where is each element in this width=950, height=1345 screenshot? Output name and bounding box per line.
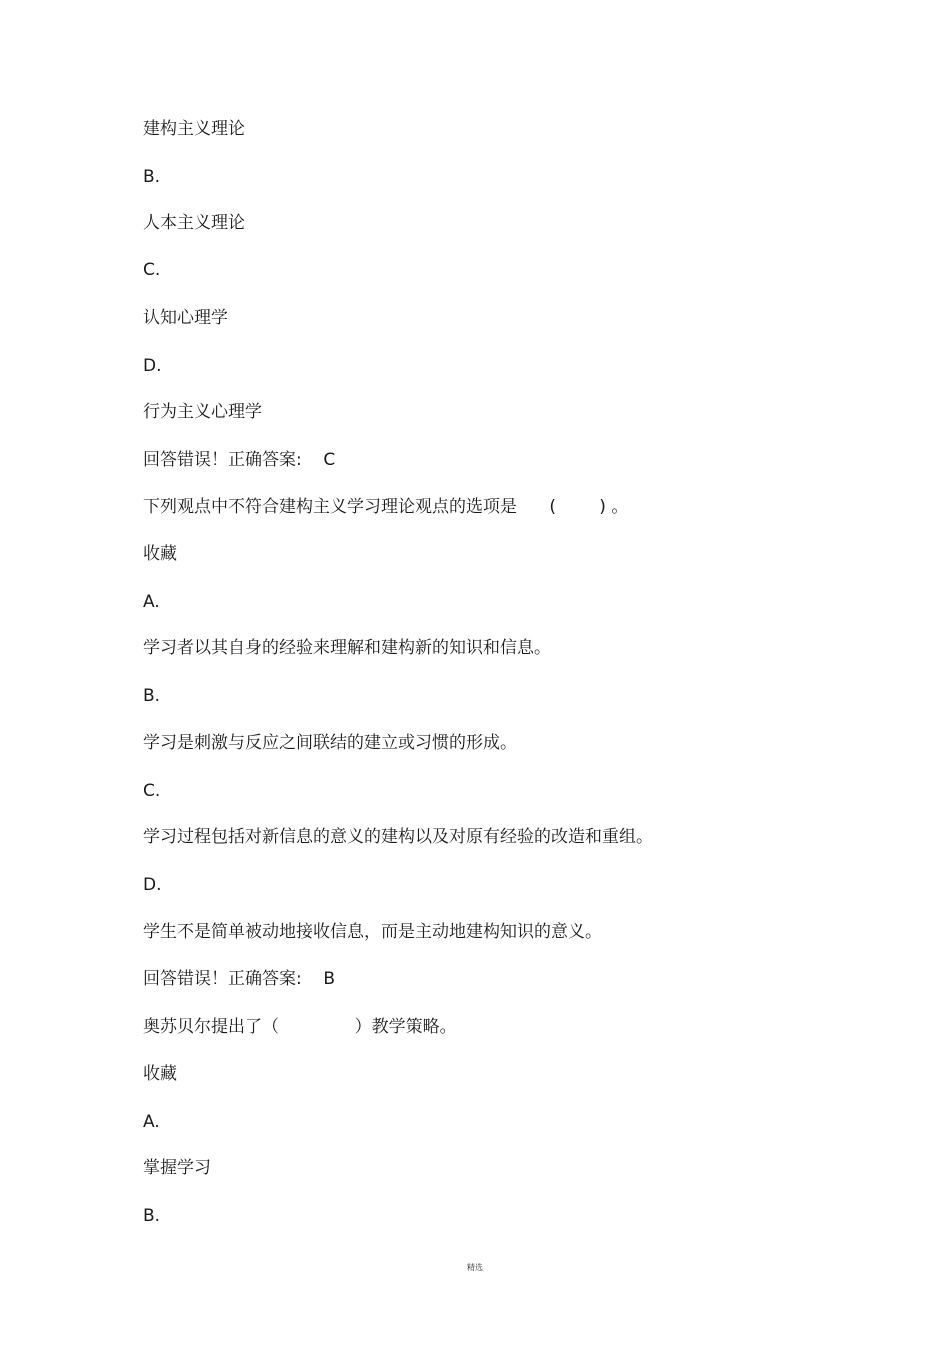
option-text: 认知心理学 [143, 308, 228, 328]
option-text: 人本主义理论 [143, 213, 245, 233]
option-label: A. [143, 592, 160, 612]
favorite-link[interactable]: 收藏 [143, 1064, 177, 1084]
option-text: 学生不是简单被动地接收信息，而是主动地建构知识的意义。 [143, 922, 602, 942]
favorite-link[interactable]: 收藏 [143, 544, 177, 564]
option-label: D. [143, 356, 162, 376]
option-text: 掌握学习 [143, 1158, 211, 1178]
answer-feedback: 回答错误！正确答案: C [143, 450, 336, 470]
option-text: 学习过程包括对新信息的意义的建构以及对原有经验的改造和重组。 [143, 827, 653, 847]
answer-feedback: 回答错误！正确答案: B [143, 969, 336, 989]
option-label: C. [143, 260, 161, 280]
option-label: C. [143, 781, 161, 801]
option-text: 行为主义心理学 [143, 402, 262, 422]
option-text: 学习者以其自身的经验来理解和建构新的知识和信息。 [143, 638, 551, 658]
option-label: A. [143, 1112, 160, 1132]
question-text: 奥苏贝尔提出了（ ）教学策略。 [143, 1017, 457, 1037]
option-label: B. [143, 686, 161, 706]
option-label: B. [143, 167, 161, 187]
option-label: B. [143, 1206, 161, 1226]
question-text: 下列观点中不符合建构主义学习理论观点的选项是 ( ) 。 [143, 497, 629, 517]
option-label: D. [143, 875, 162, 895]
option-text: 学习是刺激与反应之间联结的建立或习惯的形成。 [143, 733, 517, 753]
page-footer: 精选 [467, 1263, 483, 1272]
option-text: 建构主义理论 [143, 119, 245, 139]
